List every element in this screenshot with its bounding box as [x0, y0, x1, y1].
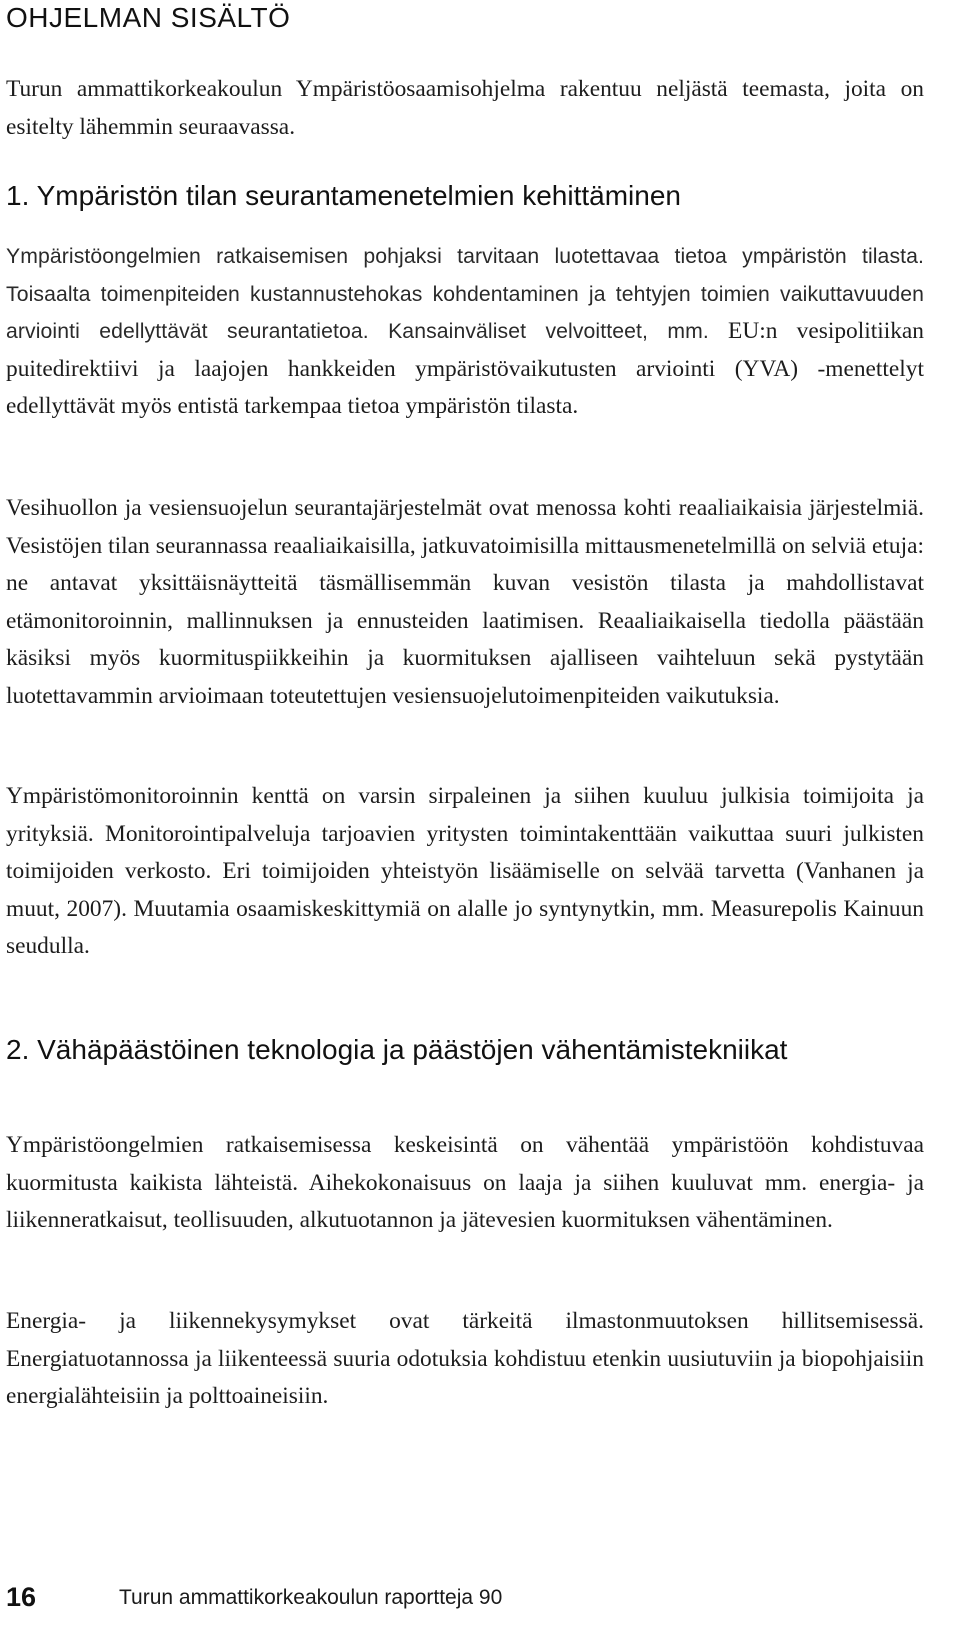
- section-2-paragraph-1: Ympäristöongelmien ratkaisemisessa keskeisintä on vähentää ympäristöön kohdistuvaa kuormitusta kaikista lähteistä. Aihekokonaisuus on laaja ja siihen kuuluvat mm. energia- ja liikenneratkaisut, teollisuuden, alkutuotannon ja jätevesien kuormituksen vähentäminen.: [6, 1132, 924, 1233]
- section-1-paragraph-1: [6, 238, 924, 426]
- page-number: 16: [6, 1582, 37, 1612]
- section-2-heading: 2. Vähäpäästöinen teknologia ja päästöjen vähentämistekniikat: [6, 1034, 788, 1065]
- page-title: OHJELMAN SISÄLTÖ: [6, 2, 291, 33]
- section-1-paragraph-1-sans-run: Ympäristöongelmien ratkaisemisen pohjaksi tarvitaan luotettavaa tietoa ympäristön tilasta. Toisaalta toimenpiteiden kustannustehokas kohdentaminen ja tehtyjen toimien vaikuttavuuden arviointi edellyttävät seurantatietoa. Kansainväliset velvoitteet, mm.: [6, 245, 924, 343]
- section-1-paragraph-1-serif-run: EU:n vesipolitiikan puitedirektiivi ja laajojen hankkeiden ympäristövaikutusten arviointi (YVA) -menettelyt edellyttävät myös entistä tarkempaa tietoa ympäristön tilasta.: [6, 318, 924, 419]
- section-1-paragraph-3: Ympäristömonitoroinnin kenttä on varsin sirpaleinen ja siihen kuuluu julkisia toimijoita ja yrityksiä. Monitorointipalveluja tarjoavien yritysten toimintakenttään vaikuttaa suuri julkisten toimijoiden verkosto. Eri toimijoiden yhteistyön lisäämiselle on selvää tarvetta (Vanhanen ja muut, 2007). Muutamia osaamiskeskittymiä on alalle jo syntynytkin, mm. Measurepolis Kainuun seudulla.: [6, 783, 924, 959]
- report-series-title: Turun ammattikorkeakoulun raportteja 90: [119, 1586, 503, 1609]
- page-footer: [6, 1582, 924, 1622]
- section-2-paragraph-2: Energia- ja liikennekysymykset ovat tärkeitä ilmastonmuutoksen hillitsemisessä. Energiatuotannossa ja liikenteessä suuria odotuksia kohdistuu etenkin uusiutuviin ja biopohjaisiin energialähteisiin ja polttoaineisiin.: [6, 1308, 924, 1409]
- section-1-heading: 1. Ympäristön tilan seurantamenetelmien kehittäminen: [6, 180, 681, 211]
- intro-paragraph: Turun ammattikorkeakoulun Ympäristöosaamisohjelma rakentuu neljästä teemasta, joita on esitelty lähemmin seuraavassa.: [6, 76, 924, 140]
- section-1-paragraph-2: Vesihuollon ja vesiensuojelun seurantajärjestelmät ovat menossa kohti reaaliaikaisia järjestelmiä. Vesistöjen tilan seurannassa reaaliaikaisilla, jatkuvatoimisilla mittausmenetelmillä on selviä etuja: ne antavat yksittäisnäytteitä täsmällisemmän kuvan vesistön tilasta ja mahdollistavat etämonitoroinnin, mallinnuksen ja ennusteiden laatimisen. Reaaliaikaisella tiedolla päästään käsiksi myös kuormituspiikkeihin ja kuormituksen ajalliseen vaihteluun sekä pystytään luotettavammin arvioimaan toteutettujen vesiensuojelutoimenpiteiden vaikutuksia.: [6, 495, 924, 709]
